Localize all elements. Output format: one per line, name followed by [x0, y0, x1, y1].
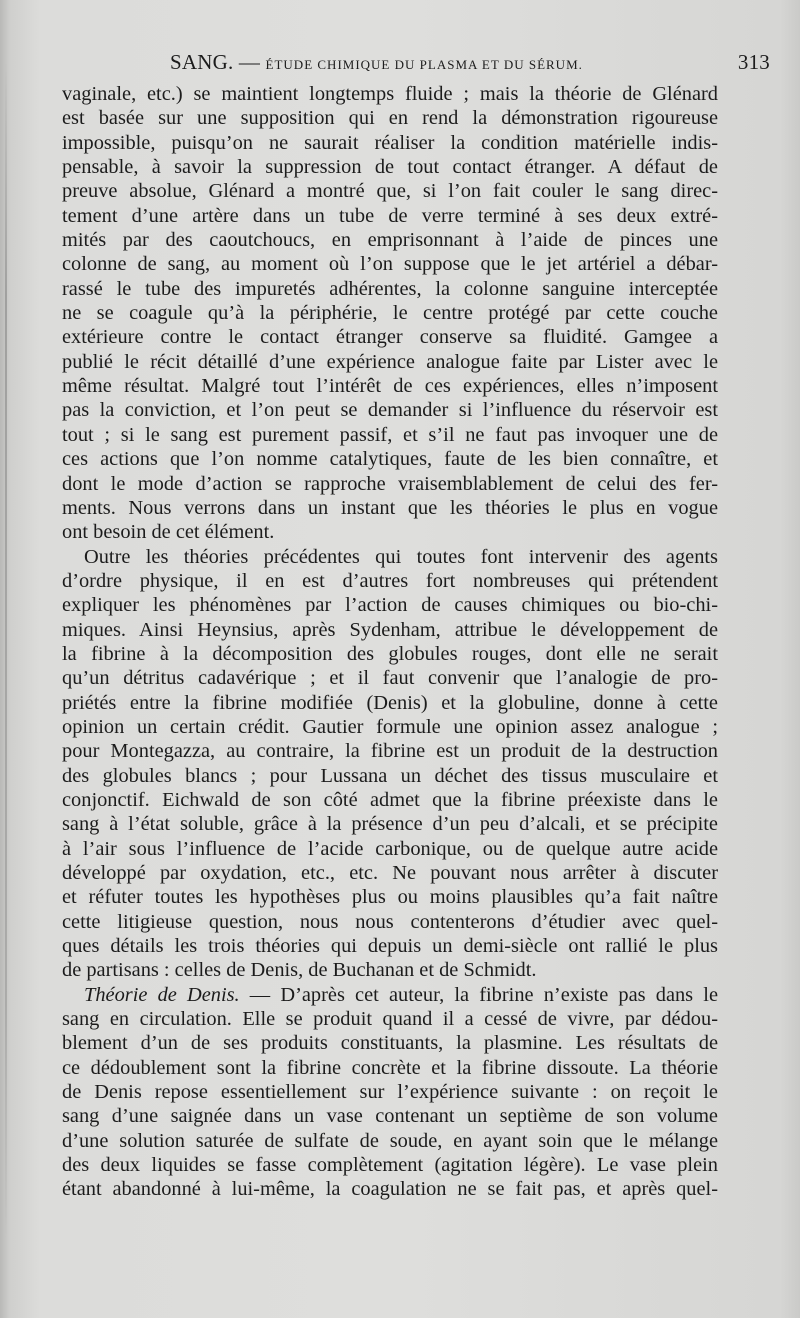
text-line — [62, 277, 718, 301]
text-line-content: blement d’un de ses produits constituants, la plasmine. Les résultats de — [62, 1032, 718, 1055]
text-line — [62, 106, 718, 130]
text-line — [62, 593, 718, 617]
text-line — [62, 252, 718, 276]
text-line — [62, 228, 718, 252]
text-line — [62, 350, 718, 374]
text-line-content: de partisans : celles de Denis, de Buchanan et de Schmidt. — [62, 959, 537, 982]
page-number: 313 — [737, 50, 770, 74]
text-line-content: de Denis repose essentiellement sur l’expérience suivante : on reçoit le — [62, 1081, 718, 1104]
text-line-content: d’ordre physique, il en est d’autres fort nombreuses qui prétendent — [62, 569, 718, 592]
text-line-content: tout ; si le sang est purement passif, et s’il ne faut pas invoquer une de — [62, 423, 718, 446]
text-line — [62, 374, 718, 398]
text-line — [62, 1007, 718, 1031]
text-line-content: pour Montegazza, au contraire, la fibrine est un produit de la destruction — [62, 740, 718, 763]
text-line — [62, 1129, 718, 1153]
text-line — [62, 82, 718, 106]
text-line-content: priétés entre la fibrine modifiée (Denis) et la globuline, donne à cette — [62, 691, 718, 714]
text-line — [62, 739, 718, 763]
text-line-content: sang en circulation. Elle se produit quand il a cessé de vivre, par dédou- — [62, 1008, 718, 1031]
text-line — [62, 1080, 718, 1104]
text-line-content: preuve absolue, Glénard a montré que, si l’on fait couler le sang direc- — [62, 180, 718, 203]
text-line-content: sang à l’état soluble, grâce à la présence d’un peu d’alcali, et se précipite — [62, 813, 718, 836]
text-line — [62, 447, 718, 471]
running-title — [170, 50, 583, 75]
text-line-content: et réfuter toutes les hypothèses plus ou moins plausibles qu’a fait naître — [62, 886, 718, 909]
text-line-content: est basée sur une supposition qui en rend la démonstration rigoureuse — [62, 107, 718, 130]
text-line — [62, 496, 718, 520]
text-line — [62, 155, 718, 179]
text-line-content: — D’après cet auteur, la fibrine n’existe pas dans le — [239, 983, 718, 1006]
text-line — [62, 472, 718, 496]
page-gutter-shadow — [5, 60, 7, 1240]
body-text — [62, 82, 718, 1202]
section-heading-italic: Théorie de Denis. — [84, 983, 240, 1006]
text-line — [62, 958, 718, 982]
text-line — [62, 861, 718, 885]
text-line — [62, 1031, 718, 1055]
text-line-content: Outre les théories précédentes qui toutes font intervenir des agents — [84, 545, 718, 568]
text-line-content: extérieure contre le contact étranger conserve sa fluidité. Gamgee a — [62, 326, 718, 349]
text-line — [62, 179, 718, 203]
text-line-content: la fibrine à la décomposition des globules rouges, dont elle ne serait — [62, 642, 718, 665]
running-header — [62, 44, 770, 78]
text-line-content: impossible, puisqu’on ne saurait réaliser la condition matérielle indis- — [62, 131, 718, 154]
text-line — [62, 910, 718, 934]
text-line-content: expliquer les phénomènes par l’action de causes chimiques ou bio-chi- — [62, 594, 718, 617]
running-title-rest: ÉTUDE CHIMIQUE DU PLASMA ET DU SÉRUM. — [265, 57, 583, 72]
text-line-content: cette litigieuse question, nous nous contenterons d’étudier avec quel- — [62, 910, 718, 933]
text-line-content: des deux liquides se fasse complètement (agitation légère). Le vase plein — [62, 1154, 718, 1177]
text-line — [62, 1104, 718, 1128]
text-line-content: développé par oxydation, etc., etc. Ne pouvant nous arrêter à discuter — [62, 862, 718, 884]
text-line-content: à l’air sous l’influence de l’acide carbonique, ou de quelque autre acide — [62, 837, 718, 860]
text-line — [62, 812, 718, 836]
text-line-content: ments. Nous verrons dans un instant que les théories le plus en vogue — [62, 496, 718, 519]
text-line — [62, 618, 718, 642]
text-line-content: sang d’une saignée dans un vase contenant un septième de son volume — [62, 1105, 718, 1128]
text-line — [62, 715, 718, 739]
text-line — [62, 934, 718, 958]
text-line-content: ces actions que l’on nomme catalytiques, faute de les bien connaître, et — [62, 448, 718, 471]
text-line-content: pas la conviction, et l’on peut se demander si l’influence du réservoir est — [62, 399, 718, 422]
text-line — [62, 1056, 718, 1080]
text-line-content: opinion un certain crédit. Gautier formule une opinion assez analogue ; — [62, 715, 718, 738]
text-line-content: publié le récit détaillé d’une expérience analogue faite par Lister avec le — [62, 350, 718, 373]
text-line-content: tement d’une artère dans un tube de verre terminé à ses deux extré- — [62, 204, 718, 227]
text-line — [62, 885, 718, 909]
text-line-content: étant abandonné à lui-même, la coagulation ne se fait pas, et après quel- — [62, 1178, 718, 1201]
text-line — [62, 1177, 718, 1201]
text-line — [62, 325, 718, 349]
text-line-content: miques. Ainsi Heynsius, après Sydenham, attribue le développement de — [62, 618, 718, 641]
text-line — [62, 764, 718, 788]
text-line-content: ne se coagule qu’à la périphérie, le centre protégé par cette couche — [62, 302, 718, 325]
text-line — [62, 837, 718, 861]
text-line-content: ques détails les trois théories qui depuis un demi-siècle ont rallié le plus — [62, 935, 718, 958]
text-line — [62, 642, 718, 666]
text-line-content: même résultat. Malgré tout l’intérêt de ces expériences, elles n’imposent — [62, 375, 718, 398]
text-line-content: dont le mode d’action se rapproche vraisemblablement de celui des fer- — [62, 472, 718, 495]
text-line — [62, 788, 718, 812]
text-line — [62, 983, 718, 1007]
text-line-content: mités par des caoutchoucs, en emprisonnant à l’aide de pinces une — [62, 229, 718, 252]
text-line-content: ont besoin de cet élément. — [62, 521, 275, 544]
text-line-content: colonne de sang, au moment où l’on suppose que le jet artériel a débar- — [62, 253, 718, 276]
text-line-content: vaginale, etc.) se maintient longtemps fluide ; mais la théorie de Glénard — [62, 83, 718, 105]
text-line-content: conjonctif. Eichwald de son côté admet que la fibrine préexiste dans le — [62, 788, 718, 811]
text-line — [62, 569, 718, 593]
text-line — [62, 520, 718, 544]
text-line — [62, 301, 718, 325]
running-title-main: SANG. — — [170, 50, 266, 74]
text-line — [62, 398, 718, 422]
text-line — [62, 131, 718, 155]
text-line — [62, 1153, 718, 1177]
text-line — [62, 545, 718, 569]
text-line — [62, 204, 718, 228]
text-line-content: pensable, à savoir la suppression de tout contact étranger. A défaut de — [62, 156, 718, 179]
text-line — [62, 423, 718, 447]
text-line-content: rassé le tube des impuretés adhérentes, la colonne sanguine interceptée — [62, 277, 718, 300]
text-line-content: des globules blancs ; pour Lussana un déchet des tissus musculaire et — [62, 764, 718, 787]
text-line-content: qu’un détritus cadavérique ; et il faut convenir que l’analogie de pro- — [62, 667, 718, 690]
text-line — [62, 666, 718, 690]
text-line — [62, 691, 718, 715]
text-line-content: d’une solution saturée de sulfate de soude, en ayant soin que le mélange — [62, 1129, 718, 1152]
text-line-content: ce dédoublement sont la fibrine concrète et la fibrine dissoute. La théorie — [62, 1056, 718, 1079]
